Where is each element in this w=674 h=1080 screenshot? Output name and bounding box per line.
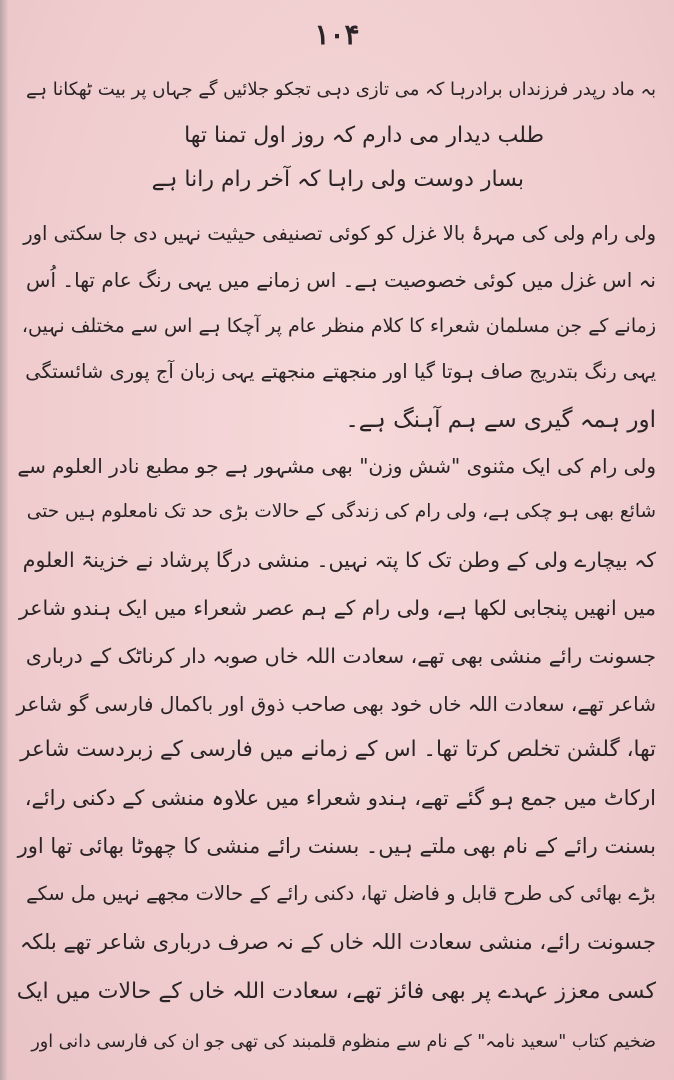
paragraph-line: شائع بھی ہو چکی ہے، ولی رام کی زندگی کے حالات بڑی حد تک نامعلوم ہیں حتی (26, 501, 656, 522)
paragraph-line: نہ اس غزل میں کوئی خصوصیت ہے۔ اس زمانے میں یہی رنگ عام تھا۔ اُس (26, 268, 656, 292)
paragraph-line: جسونت رائے منشی بھی تھے، سعادت اللہ خاں صوبہ دار کرناٹک کے درباری (25, 644, 656, 668)
paragraph-line: ارکاٹ میں جمع ہو گئے تھے، ہندو شعراء میں علاوہ منشی کے دکنی رائے، (24, 786, 656, 810)
paragraph-line: تھا، گلشن تخلص کرتا تھا۔ اس کے زمانے میں فارسی کے زبردست شاعر (20, 737, 656, 762)
paragraph-line: یہی رنگ بتدریج صاف ہوتا گیا اور منجھتے منجھتے یہی زبان آج پوری شائستگی (25, 360, 656, 383)
paragraph-line: کہ بیچارے ولی کے وطن تک کا پتہ نہیں۔ منشی درگا پرشاد نے خزینۃ العلوم (22, 548, 656, 572)
paragraph-line: جسونت رائے، منشی سعادت اللہ خاں کے نہ صرف درباری شاعر تھے بلکہ (20, 930, 656, 954)
verse-line: بسار دوست ولی راہا کہ آخر رام رانا ہے (151, 167, 524, 192)
paragraph-line: بسنت رائے کے نام بھی ملتے ہیں۔ بسنت رائے منشی کا چھوٹا بھائی تھا اور (17, 834, 656, 858)
paragraph-line: میں انھیں پنجابی لکھا ہے، ولی رام کے ہم عصر شعراء میں ایک ہندو شاعر (18, 596, 656, 620)
page-number: ۱۰۴ (314, 18, 360, 51)
paragraph-line: ولی رام ولی کی مہرۂ بالا غزل کو کوئی تصنیفی حیثیت نہیں دی جا سکتی اور (23, 222, 656, 245)
paragraph-line: زمانے کے جن مسلمان شعراء کا کلام منظر عام پر آچکا ہے اس سے مختلف نہیں، (21, 315, 656, 337)
verse-line: بہ ماد رپدر فرزنداں برادرہا کہ می تازی دہی تجکو جلائیں گے جہاں پر بیت ٹھکانا ہے (25, 79, 656, 100)
page-binding-edge (0, 0, 8, 1080)
paragraph-line: کسی معزز عہدے پر بھی فائز تھے، سعادت اللہ خاں کے حالات میں ایک (16, 979, 656, 1004)
paragraph-line: اور ہمہ گیری سے ہم آہنگ ہے۔ (345, 407, 656, 433)
paragraph-line: شاعر تھے، سعادت اللہ خاں خود بھی صاحب ذوق اور باکمال فارسی گو شاعر (16, 692, 656, 716)
paragraph-line: ولی رام کی ایک مثنوی "شش وزن" بھی مشہور ہے جو مطبع نادر العلوم سے (17, 454, 656, 478)
verse-line: طلب دیدار می دارم کہ روز اول تمنا تھا (184, 123, 544, 148)
paragraph-line: بڑے بھائی کی طرح قابل و فاضل تھا، دکنی رائے کے حالات مجھے نہیں مل سکے (26, 882, 656, 905)
paragraph-line: ضخیم کتاب "سعید نامہ" کے نام سے منظوم قلمبند کی تھی جو ان کی فارسی دانی اور (31, 1032, 656, 1052)
